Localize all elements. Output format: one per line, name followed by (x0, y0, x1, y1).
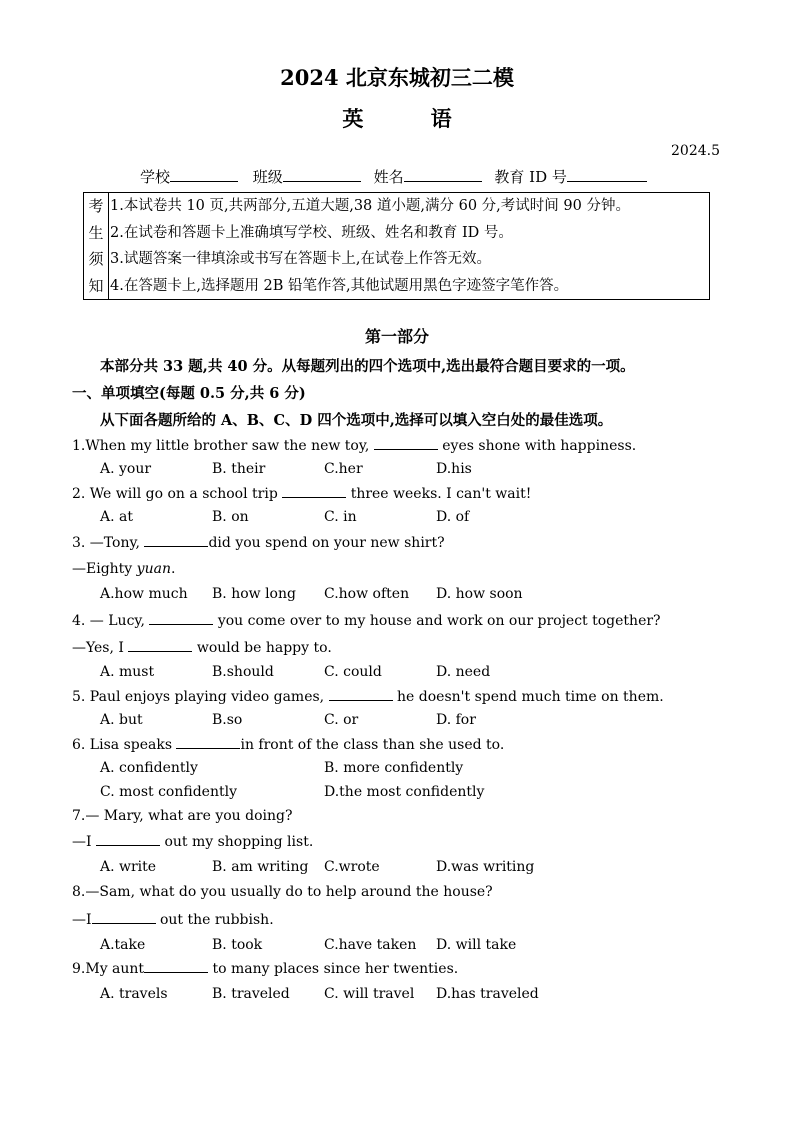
reply-text: —Yes, I (72, 640, 124, 656)
question-text: 7.— Mary, what are you doing? (72, 808, 293, 824)
notice-lines (110, 193, 709, 299)
reply-text: out the rubbish. (159, 912, 274, 928)
option-d[interactable]: D.was writing (436, 859, 535, 875)
option-d[interactable]: D. how soon (436, 586, 523, 602)
part-heading: 第一部分 (364, 327, 429, 346)
name-blank[interactable] (404, 167, 482, 182)
option-c[interactable]: C. could (324, 664, 382, 680)
option-d[interactable]: D. of (436, 509, 470, 525)
question-7-reply (72, 833, 313, 850)
option-b[interactable]: B. how long (212, 586, 296, 602)
option-c[interactable]: C.her (324, 461, 363, 477)
notice-side-label (84, 193, 109, 299)
notice-box (83, 192, 710, 300)
notice-line: 4.在答题卡上,选择题用 2B 铅笔作答,其他试题用黑色字迹签字笔作答。 (110, 277, 569, 294)
option-c[interactable]: C. or (324, 712, 359, 728)
question-4-reply (72, 639, 332, 656)
answer-blank[interactable] (282, 485, 346, 498)
option-a[interactable]: A. must (100, 664, 155, 680)
option-a[interactable]: A. at (100, 509, 133, 525)
question-text: 3. —Tony, (72, 535, 141, 551)
option-b[interactable]: B. traveled (212, 986, 290, 1002)
option-b[interactable]: B. am writing (212, 859, 309, 875)
option-b[interactable]: B. took (212, 937, 263, 953)
question-4 (72, 612, 661, 629)
reply-text: . (170, 561, 176, 577)
answer-blank[interactable] (176, 736, 240, 749)
option-a[interactable]: A. confidently (100, 760, 198, 776)
option-a[interactable]: A. write (100, 859, 157, 875)
option-c[interactable]: C.wrote (324, 859, 380, 875)
question-5 (72, 688, 664, 705)
question-text: in front of the class than she used to. (240, 737, 505, 753)
question-text: 1.When my little brother saw the new toy, (72, 438, 370, 454)
question-7 (72, 808, 293, 824)
question-text: 4. — Lucy, (72, 613, 145, 629)
reply-italic: yuan (136, 561, 171, 577)
option-d[interactable]: D. for (436, 712, 476, 728)
school-blank[interactable] (170, 167, 238, 182)
question-text: you come over to my house and work on our project together? (217, 613, 661, 629)
notice-line: 2.在试卷和答题卡上准确填写学校、班级、姓名和教育 ID 号。 (110, 224, 513, 241)
question-text: 2. We will go on a school trip (72, 486, 278, 502)
id-blank[interactable] (567, 167, 647, 182)
notice-side-char: 知 (88, 276, 104, 295)
question-text: eyes shone with happiness. (442, 438, 637, 454)
answer-blank[interactable] (144, 534, 208, 547)
option-c[interactable]: C. in (324, 509, 357, 525)
class-blank[interactable] (283, 167, 361, 182)
question-6 (72, 736, 504, 753)
option-a[interactable]: A. but (100, 712, 143, 728)
answer-blank[interactable] (374, 437, 438, 450)
exam-date: 2024.5 (671, 143, 720, 159)
question-3 (72, 534, 445, 551)
option-c[interactable]: C.have taken (324, 937, 417, 953)
option-c[interactable]: C. most confidently (100, 784, 237, 800)
question-2 (72, 485, 531, 502)
answer-blank[interactable] (96, 833, 160, 846)
option-d[interactable]: D. need (436, 664, 491, 680)
option-b[interactable]: B. on (212, 509, 249, 525)
part-intro: 本部分共 33 题,共 40 分。从每题列出的四个选项中,选出最符合题目要求的一项。 (100, 358, 635, 375)
question-text: to many places since her twenties. (212, 961, 459, 977)
notice-line: 3.试题答案一律填涂或书写在答题卡上,在试卷上作答无效。 (110, 251, 491, 267)
reply-text: —I (72, 912, 92, 928)
option-d[interactable]: D.his (436, 461, 472, 477)
question-1 (72, 437, 636, 454)
question-3-reply (72, 561, 175, 577)
option-b[interactable]: B.should (212, 664, 274, 680)
reply-text: —I (72, 834, 92, 850)
question-text: 6. Lisa speaks (72, 737, 173, 753)
question-8 (72, 884, 493, 900)
answer-blank[interactable] (92, 911, 156, 924)
subject-title: 英 语 (342, 106, 482, 131)
notice-line: 1.本试卷共 10 页,共两部分,五道大题,38 道小题,满分 60 分,考试时间 90 分钟。 (110, 198, 630, 214)
notice-side-char: 须 (88, 250, 104, 268)
option-d[interactable]: D.has traveled (436, 986, 539, 1002)
option-c[interactable]: C.how often (324, 586, 410, 602)
question-8-reply (72, 911, 274, 928)
question-9 (72, 960, 458, 977)
section-heading: 一、单项填空(每题 0.5 分,共 6 分) (72, 385, 306, 402)
option-b[interactable]: B. their (212, 461, 266, 477)
option-d[interactable]: D. will take (436, 937, 517, 953)
reply-text: out my shopping list. (164, 834, 314, 850)
question-text: he doesn't spend much time on them. (397, 689, 664, 705)
option-d[interactable]: D.the most confidently (324, 784, 485, 800)
answer-blank[interactable] (149, 612, 213, 625)
school-label: 学校 (140, 168, 171, 186)
option-a[interactable]: A. travels (100, 986, 168, 1002)
option-a[interactable]: A.how much (100, 586, 188, 602)
question-text: 9.My aunt (72, 961, 145, 977)
option-a[interactable]: A.take (100, 937, 146, 953)
name-label: 姓名 (373, 168, 404, 186)
answer-blank[interactable] (128, 639, 192, 652)
option-a[interactable]: A. your (100, 461, 152, 477)
answer-blank[interactable] (329, 688, 393, 701)
option-b[interactable]: B. more confidently (324, 760, 464, 776)
reply-text: —Eighty (72, 561, 133, 577)
page-title: 2024 北京东城初三二模 (280, 65, 514, 90)
option-c[interactable]: C. will travel (324, 986, 415, 1002)
answer-blank[interactable] (144, 960, 208, 973)
notice-side-char: 考 (88, 197, 104, 215)
question-text: did you spend on your new shirt? (208, 535, 445, 551)
option-b[interactable]: B.so (212, 712, 243, 728)
id-label: 教育 ID 号 (494, 168, 567, 186)
student-info-line (140, 166, 647, 187)
question-text: 8.—Sam, what do you usually do to help around the house? (72, 884, 493, 900)
question-text: three weeks. I can't wait! (350, 486, 532, 502)
reply-text: would be happy to. (196, 640, 332, 656)
question-text: 5. Paul enjoys playing video games, (72, 689, 325, 705)
class-label: 班级 (252, 168, 283, 186)
section-directions: 从下面各题所给的 A、B、C、D 四个选项中,选择可以填入空白处的最佳选项。 (100, 412, 613, 429)
notice-side-char: 生 (88, 223, 104, 242)
